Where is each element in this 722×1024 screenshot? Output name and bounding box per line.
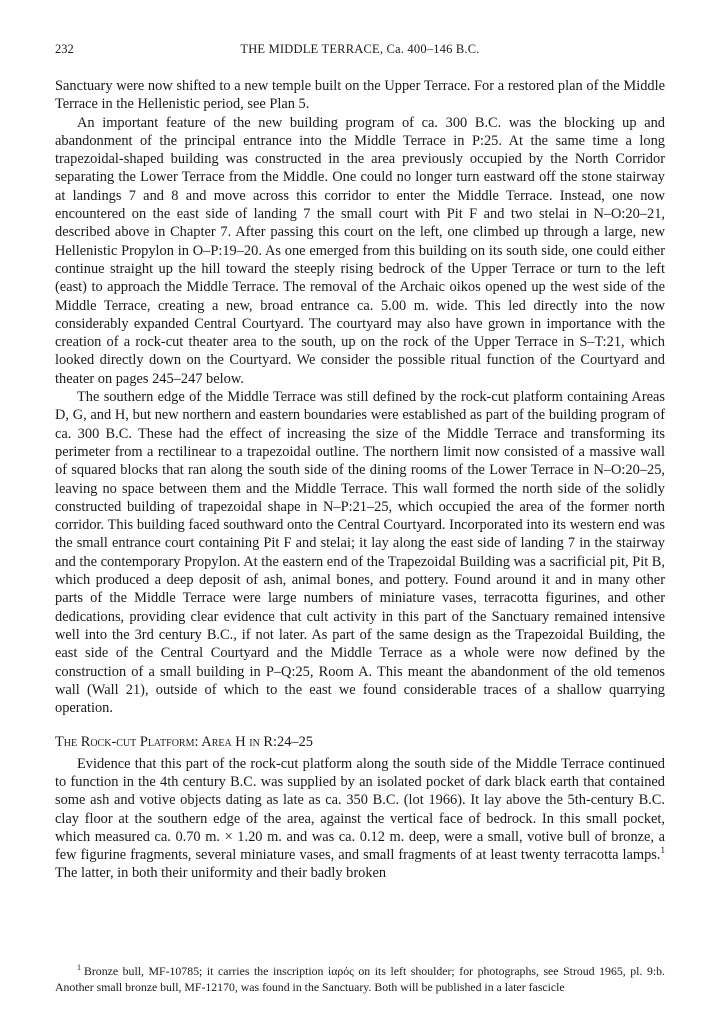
paragraph-southern-edge: The southern edge of the Middle Terrace was still defined by the rock-cut platform containing Areas D, G, and H, but new northern and eastern boundaries were established as part of the building program of ca. 300 B.C. These had the effect of increasing the size of the Middle Terrace and transforming its perimeter from a rectilinear to a trapezoidal outline. The northern limit now consisted of a massive wall of squared blocks that ran along the south side of the dining rooms of the Lower Terrace in N–O:20–25, leaving no space between them and the Middle Terrace. This wall formed the north side of the solidly constructed building of trapezoidal shape in N–P:21–25, which occupied the area of the former north corridor. This building faced southward onto the Central Courtyard. Incorporated into its western end was the small entrance court containing Pit F and stelai; it lay along the east side of landing 7 in the stairway and the contemporary Propylon. At the eastern end of the Trapezoidal Building was a sacrificial pit, Pit B, which produced a deep deposit of ash, animal bones, and pottery. Found around it and in many other parts of the Middle Terrace were large numbers of miniature vases, terracotta figurines, and other dedications, providing clear evidence that cult activity in this part of the Sanctuary remained intensive well into the 3rd century B.C., if not later. As part of the same design as the Trapezoidal Building, the east side of the Central Courtyard and the Middle Terrace as a whole were now defined by the construction of a small building in P–Q:25, Room A. This meant the abandonment of the old temenos wall (Wall 21), outside of which to the east we found considerable traces of a shallow quarrying operation. (55, 389, 665, 717)
page-header (55, 42, 665, 62)
paragraph-continued: Sanctuary were now shifted to a new temple built on the Upper Terrace. For a restored plan of the Middle Terrace in the Hellenistic period, see Plan 5. (55, 78, 665, 113)
footnote (55, 963, 665, 995)
running-title: THE MIDDLE TERRACE, Ca. 400–146 B.C. (240, 42, 480, 56)
paragraph-building-program: An important feature of the new building program of ca. 300 B.C. was the blocking up and abandonment of the principal entrance into the Middle Terrace in P:25. At the same time a long trapezoidal-shaped building was constructed in the area previously occupied by the North Corridor separating the Lower Terrace from the Middle. One could no longer turn eastward off the stone stairway at landings 7 and 8 and move across this corridor to enter the Middle Terrace. Instead, one now encountered on the east side of landing 7 the small court with Pit F and two stelai in N–O:20–21, described above in Chapter 7. After passing this court on the left, one climbed up through a large, new Hellenistic Propylon in O–P:19–20. As one emerged from this building on its south side, one could either continue straight up the hill toward the steeply rising bedrock of the Upper Terrace or turn to the left (east) to approach the Middle Terrace. The removal of the Archaic oikos opened up the west side of the Middle Terrace, creating a new, broad entrance ca. 5.00 m. wide. This led directly into the now considerably expanded Central Courtyard. The courtyard may also have grown in importance with the creation of a rock-cut theater area to the south, up on the rock of the Upper Terrace in S–T:21, which looked directly down on the Courtyard. We consider the possible ritual function of the Courtyard and theater on pages 245–247 below. (55, 114, 665, 387)
page-number: 232 (55, 42, 74, 56)
section-heading: The Rock-cut Platform: Area H in R:24–25 (55, 734, 314, 751)
footnotes (55, 963, 665, 995)
footnote-text: Bronze bull, MF-10785; it carries the inscription ἱαρός on its left shoulder; for photographs, see Stroud 1965, pl. 9:b. Another small bronze bull, MF-12170, was found in the Sanctuary. Both will be published in a later fascicle (55, 964, 665, 994)
body-text (55, 77, 665, 883)
footnote-marker: 1 (77, 963, 81, 973)
paragraph-area-h-text: Evidence that this part of the rock-cut platform along the south side of the Middle Terrace continued to function in the 4th century B.C. was supplied by an isolated pocket of dark black earth that contained some ash and votive objects dating as late as ca. 350 B.C. (lot 1966). It lay above the 5th-century B.C. clay floor at the southern edge of the area, against the vertical face of bedrock. In this small pocket, which measured ca. 0.70 m. × 1.20 m. and was ca. 0.12 m. deep, were a small, votive bull of bronze, a few figurine fragments, several miniature vases, and small fragments of at least twenty terracotta lamps. (55, 755, 665, 864)
paragraph-area-h-tail: The latter, in both their uniformity and their badly broken (55, 865, 387, 882)
footnote-reference: 1 (660, 845, 665, 856)
paragraph-area-h (55, 755, 665, 883)
